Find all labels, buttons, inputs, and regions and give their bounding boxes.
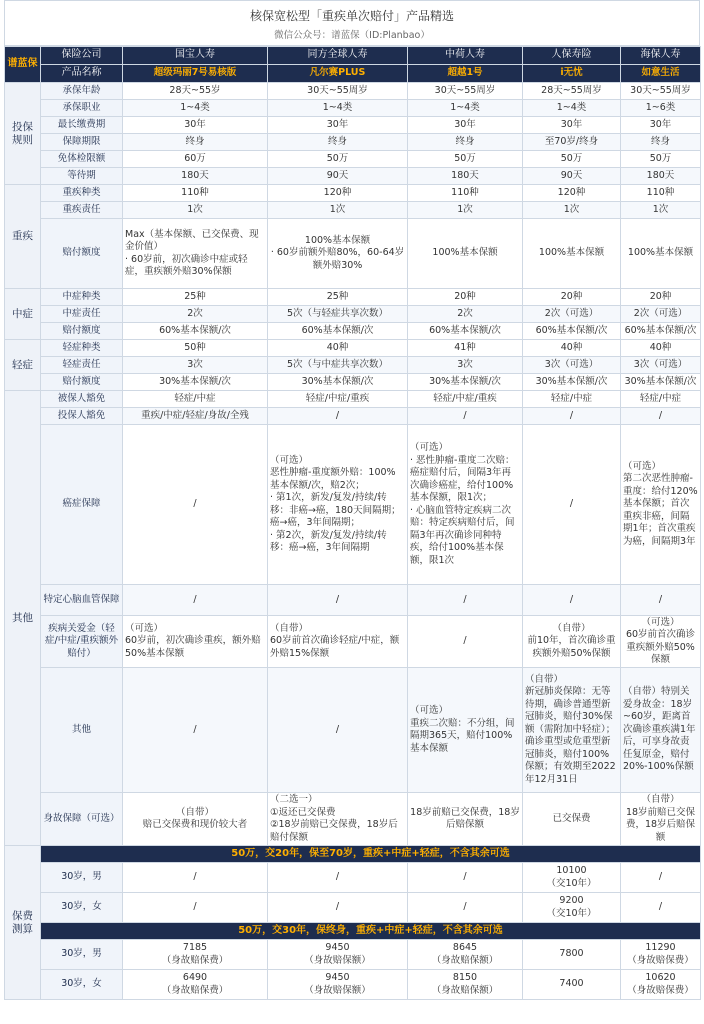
table-cell: Max（基本保额、已交保费、现金价值） · 60岁前，初次确诊中症或轻症，重疾额外赔30%保额 <box>123 219 268 289</box>
row-label: 30岁，女 <box>41 970 123 1000</box>
table-cell: 30天~55周岁 <box>621 83 701 100</box>
row-label: 30岁，男 <box>41 940 123 970</box>
table-row <box>5 219 701 289</box>
premium-band: 50万，交20年，保至70岁，重疾+中症+轻症，不含其余可选 <box>41 846 701 863</box>
table-cell: 重疾/中症/轻症/身故/全残 <box>123 408 268 425</box>
table-cell: 1~4类 <box>268 100 408 117</box>
row-label: 30岁，男 <box>41 863 123 893</box>
table-cell: 28天~55岁 <box>123 83 268 100</box>
table-cell: / <box>268 408 408 425</box>
table-row <box>5 323 701 340</box>
company-name: 中荷人寿 <box>408 47 523 65</box>
table-cell: 40种 <box>523 340 621 357</box>
table-cell: （可选） 第二次恶性肿瘤-重度：给付120%基本保额；首次重疾非癌，间隔期1年；首次重疾为癌，间隔期3年 <box>621 425 701 585</box>
table-cell: 25种 <box>268 289 408 306</box>
table-cell: / <box>408 616 523 668</box>
table-cell: （自带） 赔已交保费和现价较大者 <box>123 793 268 846</box>
table-cell: / <box>268 893 408 923</box>
table-cell: （自带） 前10年，首次确诊重疾额外赔50%保额 <box>523 616 621 668</box>
table-row <box>5 893 701 923</box>
table-row <box>5 374 701 391</box>
table-row <box>5 425 701 585</box>
table-row <box>5 357 701 374</box>
table-cell: 40种 <box>621 340 701 357</box>
table-cell: / <box>123 863 268 893</box>
table-cell: 7400 <box>523 970 621 1000</box>
table-cell: 终身 <box>123 134 268 151</box>
table-row <box>5 168 701 185</box>
table-row <box>5 289 701 306</box>
table-cell: 90天 <box>523 168 621 185</box>
table-cell: 110种 <box>123 185 268 202</box>
table-cell: 60%基本保额/次 <box>621 323 701 340</box>
table-cell: / <box>523 425 621 585</box>
brand-cell: 谱蓝保 <box>5 47 41 83</box>
table-cell: （自带） 60岁前首次确诊轻症/中症，额外赔15%保额 <box>268 616 408 668</box>
table-cell: 60%基本保额/次 <box>268 323 408 340</box>
premium-band: 50万，交30年，保终身，重疾+中症+轻症，不含其余可选 <box>41 923 701 940</box>
row-label: 轻症种类 <box>41 340 123 357</box>
table-cell: 8645 （身故赔保额） <box>408 940 523 970</box>
table-cell: 2次 <box>123 306 268 323</box>
table-cell: 30年 <box>268 117 408 134</box>
table-cell: 28天~55周岁 <box>523 83 621 100</box>
table-row <box>5 793 701 846</box>
table-row <box>5 970 701 1000</box>
table-cell: / <box>621 585 701 616</box>
table-row <box>5 668 701 793</box>
table-cell: 180天 <box>621 168 701 185</box>
table-cell: 30%基本保额/次 <box>523 374 621 391</box>
table-row <box>5 185 701 202</box>
table-cell: 轻症/中症 <box>123 391 268 408</box>
table-cell: 终身 <box>621 134 701 151</box>
table-cell: / <box>408 408 523 425</box>
table-row <box>5 100 701 117</box>
row-label: 重疾责任 <box>41 202 123 219</box>
table-cell: 180天 <box>408 168 523 185</box>
table-cell: 1次 <box>123 202 268 219</box>
table-cell: 30年 <box>123 117 268 134</box>
table-cell: 60%基本保额/次 <box>408 323 523 340</box>
table-cell: 180天 <box>123 168 268 185</box>
row-label: 保障期限 <box>41 134 123 151</box>
table-row <box>5 408 701 425</box>
company-name: 同方全球人寿 <box>268 47 408 65</box>
table-row <box>5 585 701 616</box>
table-cell: 1~4类 <box>523 100 621 117</box>
table-cell: / <box>268 863 408 893</box>
table-cell: 41种 <box>408 340 523 357</box>
table-cell: / <box>523 408 621 425</box>
row-label: 重疾种类 <box>41 185 123 202</box>
table-cell: 轻症/中症 <box>621 391 701 408</box>
table-cell: / <box>408 585 523 616</box>
table-cell: （可选） 恶性肿瘤-重度额外赔：100%基本保额/次，赔2次； · 第1次，新发/复发/持续/转移：非癌→癌，180天间隔期；癌→癌，3年间隔期； · 第2次，新发/复发/持续/转移：癌→癌，3年间隔期 <box>268 425 408 585</box>
table-cell: 90天 <box>268 168 408 185</box>
table-cell: （自带）特别关爱身故金：18岁~60岁，距离首次确诊重疾满1年后，可享身故责任复原金，赔付20%-100%保额 <box>621 668 701 793</box>
table-row <box>5 65 701 83</box>
table-cell: 1次 <box>268 202 408 219</box>
table-cell: / <box>621 863 701 893</box>
table-cell: 20种 <box>621 289 701 306</box>
table-row <box>5 306 701 323</box>
table-cell: 50种 <box>123 340 268 357</box>
row-label: 其他 <box>41 668 123 793</box>
product-label: 产品名称 <box>41 65 123 83</box>
table-cell: 120种 <box>268 185 408 202</box>
table-cell: 40种 <box>268 340 408 357</box>
table-cell: 50万 <box>408 151 523 168</box>
table-cell: 110种 <box>621 185 701 202</box>
table-row <box>5 117 701 134</box>
table-cell: 60万 <box>123 151 268 168</box>
table-cell: （二选一） ①返还已交保费 ②18岁前赔已交保费，18岁后赔付保额 <box>268 793 408 846</box>
row-label: 等待期 <box>41 168 123 185</box>
row-label: 中症种类 <box>41 289 123 306</box>
table-cell: 30年 <box>523 117 621 134</box>
table-cell: 1次 <box>621 202 701 219</box>
table-cell: 11290 （身故赔保费） <box>621 940 701 970</box>
table-cell: （可选） 重疾二次赔：不分组，间隔期365天，赔付100%基本保额 <box>408 668 523 793</box>
table-cell: / <box>123 893 268 923</box>
table-cell: 20种 <box>523 289 621 306</box>
table-cell: 至70岁/终身 <box>523 134 621 151</box>
table-cell: / <box>621 893 701 923</box>
table-cell: 60%基本保额/次 <box>523 323 621 340</box>
table-cell: 9450 （身故赔保额） <box>268 940 408 970</box>
row-label: 身故保障（可选） <box>41 793 123 846</box>
product-name: i无忧 <box>523 65 621 83</box>
row-label: 特定心脑血管保障 <box>41 585 123 616</box>
table-cell: 20种 <box>408 289 523 306</box>
table-row <box>5 616 701 668</box>
table-cell: 已交保费 <box>523 793 621 846</box>
table-cell: 3次 <box>408 357 523 374</box>
page-title: 核保宽松型「重疾单次赔付」产品精选 <box>249 9 454 23</box>
section-label: 保费测算 <box>5 846 41 1000</box>
table-cell: 9200 （交10年） <box>523 893 621 923</box>
table-cell: 60%基本保额/次 <box>123 323 268 340</box>
section-label: 投保规则 <box>5 83 41 185</box>
table-cell: 2次（可选） <box>621 306 701 323</box>
table-cell: （可选） 60岁前首次确诊重疾额外赔50%保额 <box>621 616 701 668</box>
table-cell: 30天~55周岁 <box>268 83 408 100</box>
table-cell: 100%基本保额 <box>523 219 621 289</box>
table-cell: 30年 <box>408 117 523 134</box>
table-cell: 30%基本保额/次 <box>123 374 268 391</box>
table-cell: 50万 <box>523 151 621 168</box>
section-label: 轻症 <box>5 340 41 391</box>
row-label: 承保年龄 <box>41 83 123 100</box>
table-cell: / <box>408 893 523 923</box>
comparison-table <box>4 46 701 1000</box>
table-cell: 100%基本保额 <box>408 219 523 289</box>
table-row <box>5 846 701 863</box>
page-subtitle: 微信公众号：谱蓝保（ID:Planbao） <box>274 30 430 41</box>
table-row <box>5 47 701 65</box>
product-name: 如意生活 <box>621 65 701 83</box>
table-cell: 30%基本保额/次 <box>408 374 523 391</box>
row-label: 赔付额度 <box>41 323 123 340</box>
table-row <box>5 391 701 408</box>
table-cell: 30天~55周岁 <box>408 83 523 100</box>
row-label: 免体检限额 <box>41 151 123 168</box>
table-cell: 120种 <box>523 185 621 202</box>
table-cell: 7800 <box>523 940 621 970</box>
table-cell: 50万 <box>268 151 408 168</box>
table-cell: 轻症/中症/重疾 <box>268 391 408 408</box>
table-cell: / <box>408 863 523 893</box>
table-row <box>5 202 701 219</box>
table-cell: / <box>523 585 621 616</box>
table-cell: 50万 <box>621 151 701 168</box>
row-label: 被保人豁免 <box>41 391 123 408</box>
row-label: 最长缴费期 <box>41 117 123 134</box>
table-cell: 1次 <box>408 202 523 219</box>
table-cell: 3次（可选） <box>621 357 701 374</box>
table-cell: 110种 <box>408 185 523 202</box>
table-cell: 轻症/中症 <box>523 391 621 408</box>
company-name: 海保人寿 <box>621 47 701 65</box>
table-cell: 5次（与轻症共享次数） <box>268 306 408 323</box>
table-cell: 25种 <box>123 289 268 306</box>
table-row <box>5 134 701 151</box>
table-cell: 100%基本保额 · 60岁前额外赔80%，60-64岁额外赔30% <box>268 219 408 289</box>
table-cell: 1~4类 <box>408 100 523 117</box>
row-label: 承保职业 <box>41 100 123 117</box>
section-label: 中症 <box>5 289 41 340</box>
table-cell: 1次 <box>523 202 621 219</box>
table-row <box>5 151 701 168</box>
company-name: 国宝人寿 <box>123 47 268 65</box>
table-cell: 终身 <box>408 134 523 151</box>
table-cell: 30%基本保额/次 <box>621 374 701 391</box>
table-row <box>5 340 701 357</box>
table-cell: / <box>268 668 408 793</box>
table-cell: / <box>123 585 268 616</box>
table-cell: / <box>268 585 408 616</box>
table-cell: （自带） 18岁前赔已交保费，18岁后赔保额 <box>621 793 701 846</box>
table-cell: （自带） 新冠肺炎保障：无等待期，确诊普通型新冠肺炎，赔付30%保额（需附加中轻症）；确诊重型或危重型新冠肺炎，赔付100%保额；有效期至2022年12月31日 <box>523 668 621 793</box>
companies-label: 保险公司 <box>41 47 123 65</box>
table-cell: 2次（可选） <box>523 306 621 323</box>
table-cell: 3次 <box>123 357 268 374</box>
row-label: 中症责任 <box>41 306 123 323</box>
table-cell: 终身 <box>268 134 408 151</box>
table-cell: 1~4类 <box>123 100 268 117</box>
table-cell: 100%基本保额 <box>621 219 701 289</box>
table-cell: 18岁前赔已交保费，18岁后赔保额 <box>408 793 523 846</box>
table-cell: 2次 <box>408 306 523 323</box>
table-cell: 9450 （身故赔保额） <box>268 970 408 1000</box>
table-cell: 5次（与中症共享次数） <box>268 357 408 374</box>
table-cell: 10100 （交10年） <box>523 863 621 893</box>
page-header <box>4 0 700 46</box>
table-cell: / <box>123 668 268 793</box>
row-label: 轻症责任 <box>41 357 123 374</box>
row-label: 赔付额度 <box>41 374 123 391</box>
table-cell: （可选） 60岁前，初次确诊重疾，额外赔50%基本保额 <box>123 616 268 668</box>
table-row <box>5 923 701 940</box>
table-row <box>5 863 701 893</box>
product-name: 凡尔赛PLUS <box>268 65 408 83</box>
table-cell: （可选） · 恶性肿瘤-重度二次赔：癌症赔付后，间隔3年再次确诊癌症，给付100%基本保额，限1次； · 心脑血管特定疾病二次赔：特定疾病赔付后，间隔3年再次确诊同种特疾，给付100%基本保额，限1次 <box>408 425 523 585</box>
section-label: 其他 <box>5 391 41 846</box>
row-label: 赔付额度 <box>41 219 123 289</box>
table-cell: 10620 （身故赔保费） <box>621 970 701 1000</box>
table-cell: 3次（可选） <box>523 357 621 374</box>
section-label: 重疾 <box>5 185 41 289</box>
table-cell: 7185 （身故赔保费） <box>123 940 268 970</box>
product-name: 超越1号 <box>408 65 523 83</box>
table-row <box>5 940 701 970</box>
table-cell: 8150 （身故赔保额） <box>408 970 523 1000</box>
table-cell: 轻症/中症/重疾 <box>408 391 523 408</box>
row-label: 癌症保障 <box>41 425 123 585</box>
company-name: 人保寿险 <box>523 47 621 65</box>
row-label: 30岁，女 <box>41 893 123 923</box>
table-cell: / <box>123 425 268 585</box>
table-cell: 30年 <box>621 117 701 134</box>
table-cell: 1~6类 <box>621 100 701 117</box>
table-cell: 30%基本保额/次 <box>268 374 408 391</box>
table-row <box>5 83 701 100</box>
table-cell: 6490 （身故赔保费） <box>123 970 268 1000</box>
row-label: 疾病关爱金（轻症/中症/重疾额外赔付） <box>41 616 123 668</box>
product-name: 超级玛丽7号易核版 <box>123 65 268 83</box>
table-cell: / <box>621 408 701 425</box>
row-label: 投保人豁免 <box>41 408 123 425</box>
